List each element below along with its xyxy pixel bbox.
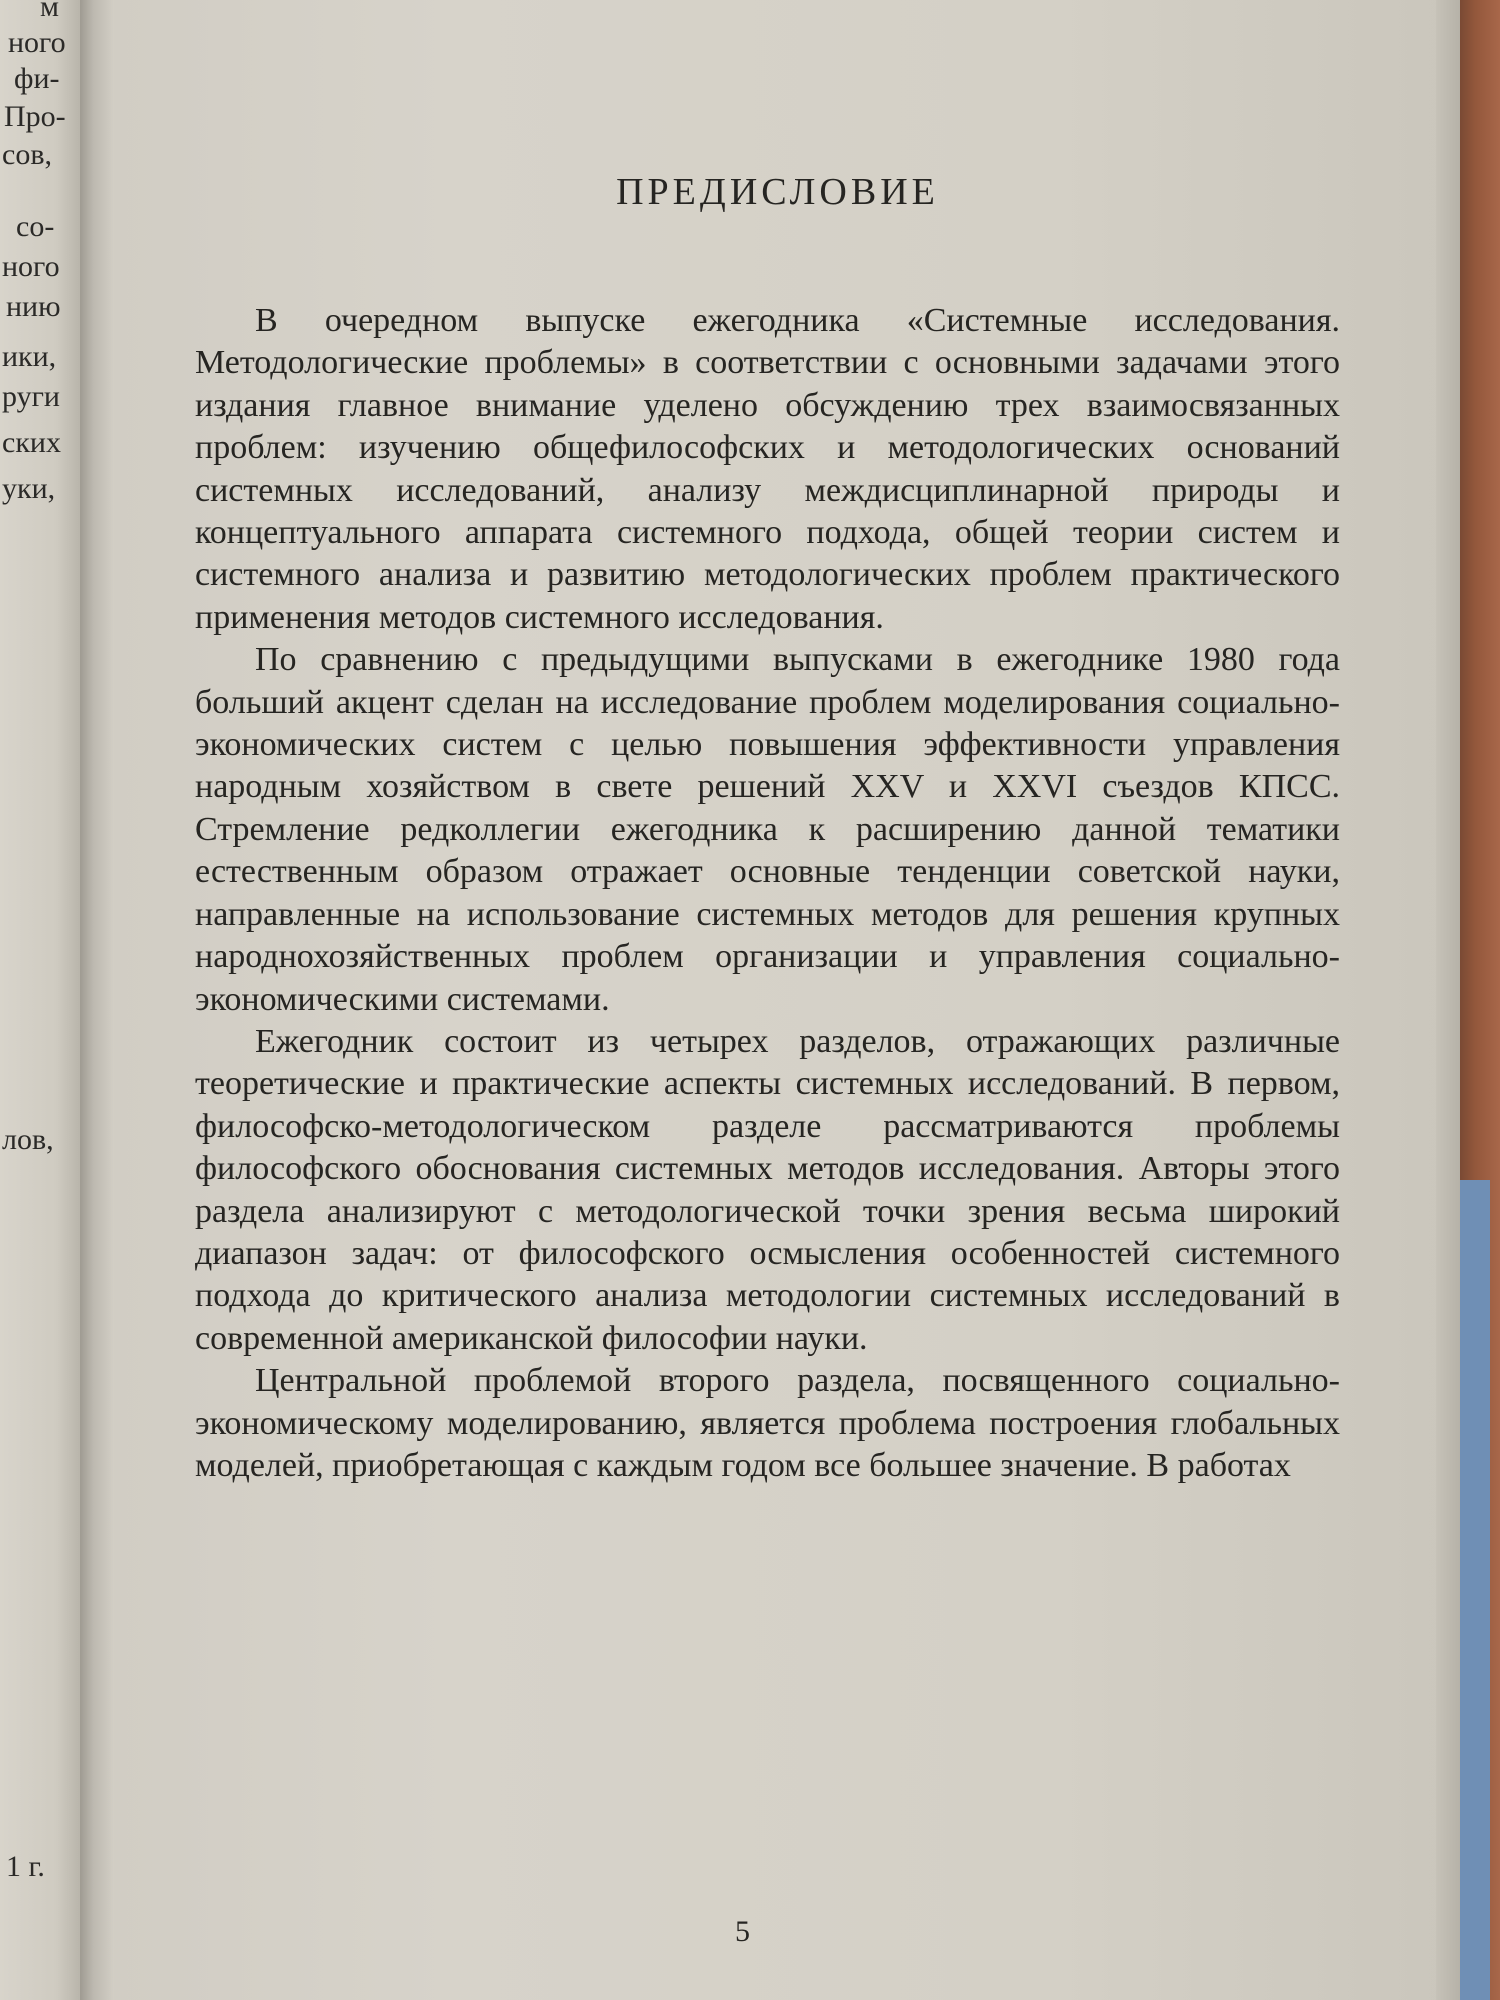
left-page-fragment: м [40, 0, 59, 23]
page-title: ПРЕДИСЛОВИЕ [616, 171, 939, 213]
page-edge [1436, 0, 1460, 2000]
left-page-fragment: лов, [2, 1123, 54, 1156]
left-page [0, 0, 80, 2000]
paragraph: Ежегодник состоит из четырех разделов, отражающих различные теоретические и практические аспекты системных исследований. В первом, философско-методологическом разделе рассматриваются проблемы философского обоснования системных методов исследования. Авторы этого раздела анализируют с методологической точки зрения весьма широкий диапазон задач: от философского осмысления особенностей системного подхода до критического анализа методологии системных исследований в современной американской философии науки. [195, 1022, 1340, 1357]
left-page-fragment: уки, [2, 472, 56, 505]
left-page-fragment: фи- [14, 62, 60, 95]
background-surface [1460, 1180, 1490, 2000]
page-number: 5 [735, 1915, 750, 1948]
left-page-fragment: сов, [2, 138, 52, 171]
left-page-fragment: ики, [2, 340, 57, 373]
left-page-fragment: ного [2, 250, 60, 283]
book-gutter [80, 0, 114, 2000]
left-page-fragment: ного [8, 26, 66, 59]
left-page-fragment: 1 г. [6, 1850, 45, 1883]
paragraph: Центральной проблемой второго раздела, посвященного социально-экономическому моделированию, является проблема построения глобальных моделей, приобретающая с каждым годом все большее значение. В работах [195, 1362, 1340, 1484]
left-page-fragment: со- [16, 210, 55, 243]
left-page-fragment: нию [6, 290, 61, 323]
paragraph: В очередном выпуске ежегодника «Системные исследования. Методологические проблемы» в соответствии с основными задачами этого издания главное внимание уделено обсуждению трех взаимосвязанных проблем: изучению общефилософских и методологических оснований системных исследований, анализу междисциплинарной природы и концептуального аппарата системного подхода, общей теории систем и системного анализа и развитию методологических проблем практического применения методов системного исследования. [195, 302, 1340, 636]
left-page-fragment: Про- [4, 100, 66, 133]
paragraph: По сравнению с предыдущими выпусками в ежегоднике 1980 года больший акцент сделан на исследование проблем моделирования социально-экономических систем с целью повышения эффективности управления народным хозяйством в свете решений XXV и XXVI съездов КПСС. Стремление редколлегии ежегодника к расширению данной тематики естественным образом отражает основные тенденции советской науки, направленные на использование системных методов для решения крупных народнохозяйственных проблем организации и управления социально-экономическими системами. [195, 641, 1340, 1018]
left-page-fragment: ских [2, 426, 61, 459]
page-body [195, 170, 1340, 1487]
left-page-fragment: руги [2, 380, 60, 413]
